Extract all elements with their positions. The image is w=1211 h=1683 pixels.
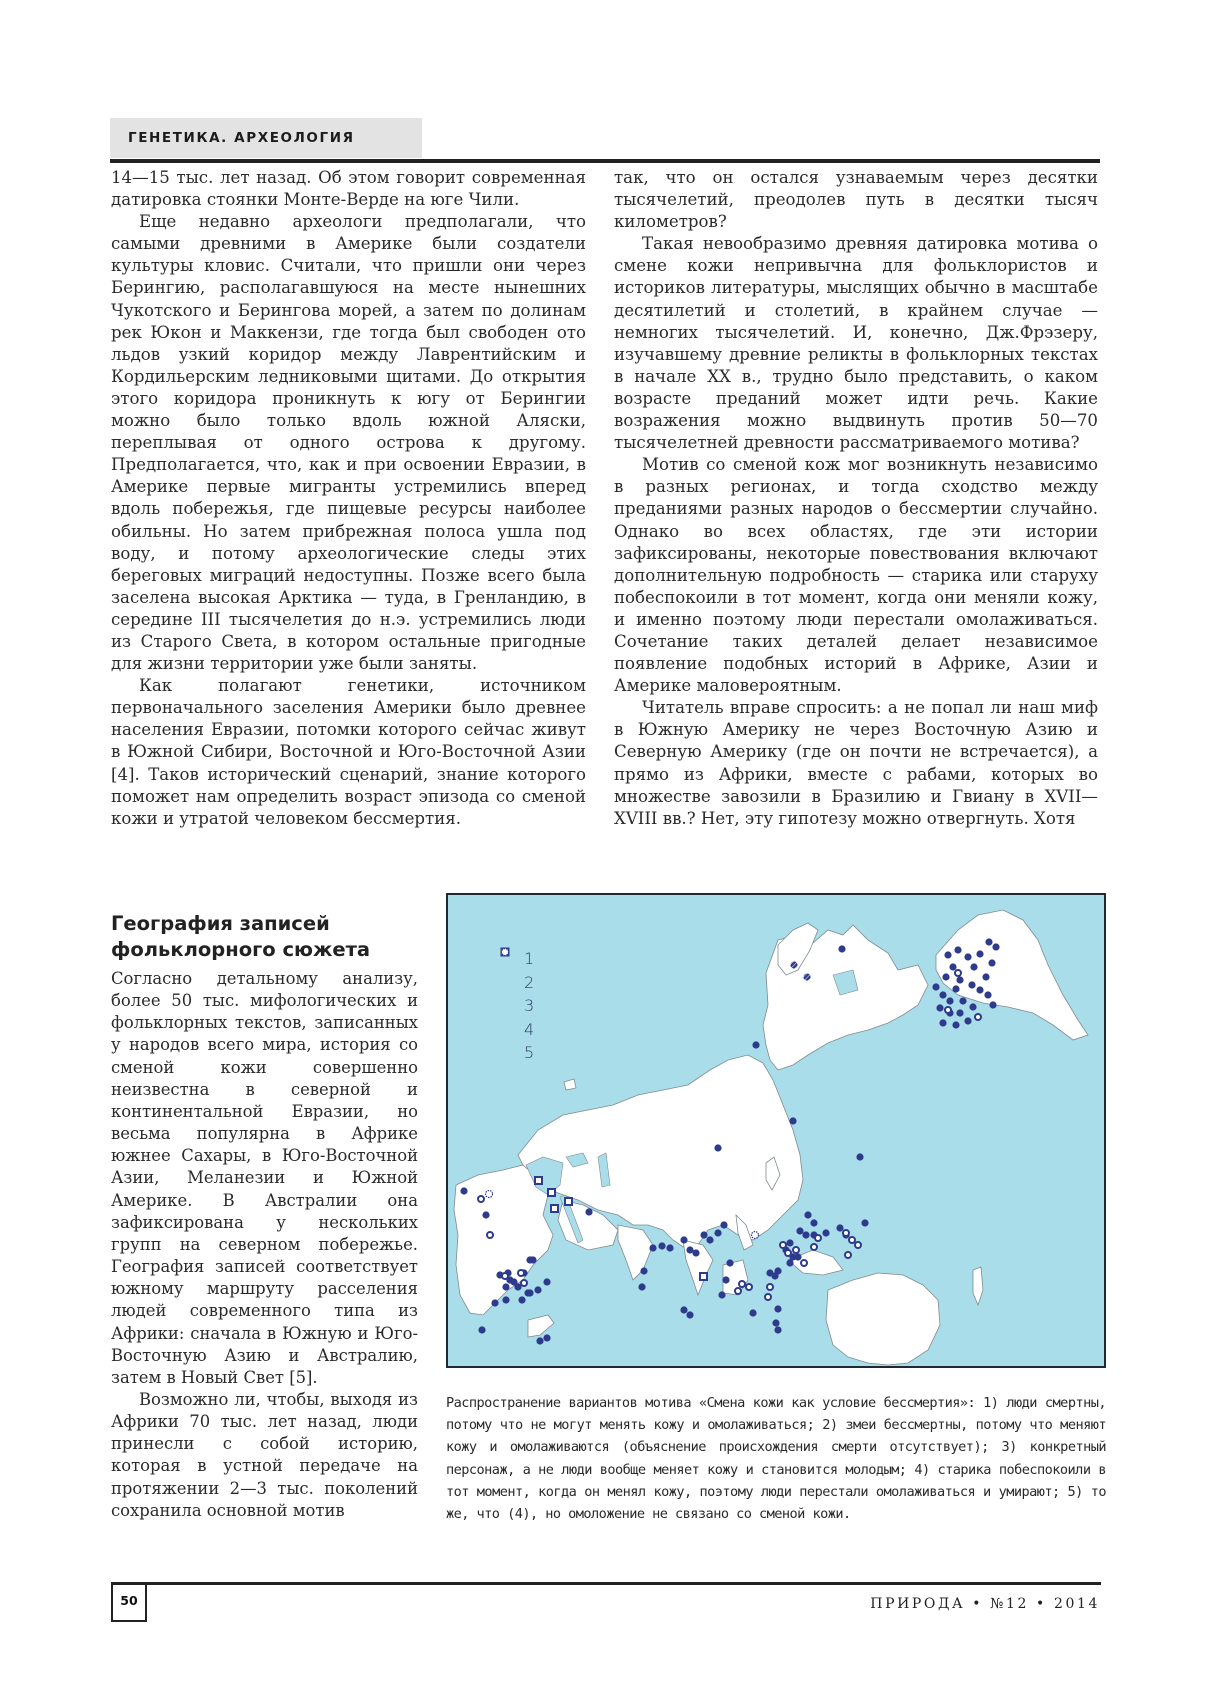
paragraph: 14—15 тыс. лет назад. Об этом говорит современная датировка стоянки Монте-Верде на юге Чили. xyxy=(111,168,586,210)
paragraph: Еще недавно археологи предполагали, что самыми древними в Америке были создатели культуры кловис. Считали, что пришли они через Берингию, располагавшуюся на месте нынешних Чукотского и Берингова морей, а затем по долинам рек Юкон и Маккензи, где тогда был свободен ото льдов узкий коридор между Лаврентийским и Кордильерским ледниковыми щитами. До открытия этого коридора проникнуть к югу от Берингии можно было только вдоль южной Аляски, переплывая от одного острова к другому. Предполагается, что, как и при освоении Евразии, в Америке первые мигранты устремились вперед вдоль побережья, где пищевые ресурсы наиболее обильны. Но затем прибрежная полоса ушла под воду, и потому археологические следы этих береговых миграций недоступны. Позже всего была заселена высокая Арктика — туда, в Гренландию, в середине III тысячелетия до н.э. устремились люди из Старого Света, в котором остальные пригодные для жизни территории уже были заняты. xyxy=(111,212,586,674)
paragraph: Возможно ли, чтобы, выходя из Африки 70 тыс. лет назад, люди принесли с собой историю, которая в устной передаче на протяжении 2—3 тыс. поколений сохранила основной мотив xyxy=(111,1389,418,1520)
legend-item: 5 xyxy=(500,1041,534,1065)
section-title: ГЕНЕТИКА. АРХЕОЛОГИЯ xyxy=(128,130,355,146)
legend-item: 2 xyxy=(500,971,534,995)
sidebar-heading-line: География записей xyxy=(111,912,330,935)
australia-landmass xyxy=(826,1273,940,1365)
figure-caption: Распространение вариантов мотива «Смена кожи как условие бессмертия»: 1) люди смертны, потому что не могут менять кожу и омолаживаться; 2) змеи бессмертны, потому что меняют кожу и омолаживаются (объяснение происхождения смерти отсутствует); 3) конкретный персонаж, а не люди вообще меняет кожу и становится молодым; 4) старика побеспокоили в тот момент, когда он менял кожу, поэтому люди перестали омолаживаться и умирают; 5) то же, что (4), но омоложение не связано со сменой кожи. xyxy=(446,1395,1106,1523)
paragraph: Такая невообразимо древняя датировка мотива о смене кожи непривычна для фольклористов и историков литературы, мыслящих обычно в масштабе десятилетий и столетий, в крайнем случае — немногих тысячелетий. И, конечно, Дж.Фрэзеру, изучавшему древние реликты в фольклорных текстах в начале XX в., трудно было представить, о каком возрасте преданий может идти речь. Какие возражения можно выдвинуть против 50—70 тысячелетней древности рассматриваемого мотива? xyxy=(614,234,1098,453)
page-number-text: 50 xyxy=(120,1593,138,1608)
new-zealand-landmass xyxy=(973,1267,983,1305)
legend-item: 1 xyxy=(500,947,534,971)
world-map-graphic xyxy=(448,895,1104,1366)
page-number xyxy=(111,1582,147,1622)
paragraph: Читатель вправе спросить: а не попал ли наш миф в Южную Америку не через Восточную Азию и Северную Америку (где он почти не встречается), а прямо из Африки, вместе с рабами, которых во множестве завозили в Бразилию и Гвиану в XVII—XVIII вв.? Нет, эту гипотезу можно отвергнуть. Хотя xyxy=(614,698,1098,828)
sidebar-heading-line: фольклорного сюжета xyxy=(111,938,371,961)
paragraph: Как полагают генетики, источником первоначального заселения Америки было древнее населения Евразии, потомки которого сейчас живут в Южной Сибири, Восточной и Юго-Восточной Азии [4]. Таков исторический сценарий, знание которого поможет нам определить возраст эпизода со сменой кожи и утратой человеком бессмертия. xyxy=(111,676,586,828)
article-column-right xyxy=(614,167,1098,830)
article-column-left xyxy=(111,167,586,830)
distribution-map xyxy=(446,893,1106,1368)
legend-item: 4 xyxy=(500,1018,534,1042)
india-landmass xyxy=(618,1225,653,1280)
sidebar-heading xyxy=(111,911,421,963)
madagascar-landmass xyxy=(528,1315,554,1337)
iceland-landmass xyxy=(564,1079,576,1090)
section-header xyxy=(110,118,422,158)
bottom-rule xyxy=(111,1582,1101,1585)
map-legend xyxy=(500,947,534,1065)
journal-footer: ПРИРОДА • №12 • 2014 xyxy=(870,1596,1100,1612)
top-rule xyxy=(110,159,1100,163)
sidebar-column xyxy=(111,968,418,1522)
paragraph: Согласно детальному анализу, более 50 тыс. мифологических и фольклорных текстов, записанных у народов всего мира, история со сменой кожи совершенно неизвестна в северной и континентальной Евразии, но весьма популярна в Африке южнее Сахары, в Юго-Восточной Азии, Меланезии и Южной Америке. В Австралии она зафиксирована у нескольких групп на северном побережье. География записей соответствует южному маршруту расселения людей современного типа из Африки: сначала в Южную и Юго-Восточную Азию и Австралию, затем в Новый Свет [5]. xyxy=(111,969,418,1387)
legend-item: 3 xyxy=(500,994,534,1018)
paragraph: Мотив со сменой кож мог возникнуть независимо в разных регионах, и тогда сходство между преданиями разных народов о бессмертии случайно. Однако во всех областях, где эти истории зафиксированы, некоторые повествования включают дополнительную подробность — старика или старуху побеспокоили в тот момент, когда они меняли кожу, и именно поэтому люди перестали омолаживаться. Сочетание таких деталей делает независимое появление подобных историй в Африке, Азии и Америке маловероятным. xyxy=(614,455,1098,696)
paragraph: так, что он остался узнаваемым через десятки тысячелетий, преодолев путь в десятки тысяч километров? xyxy=(614,168,1098,232)
